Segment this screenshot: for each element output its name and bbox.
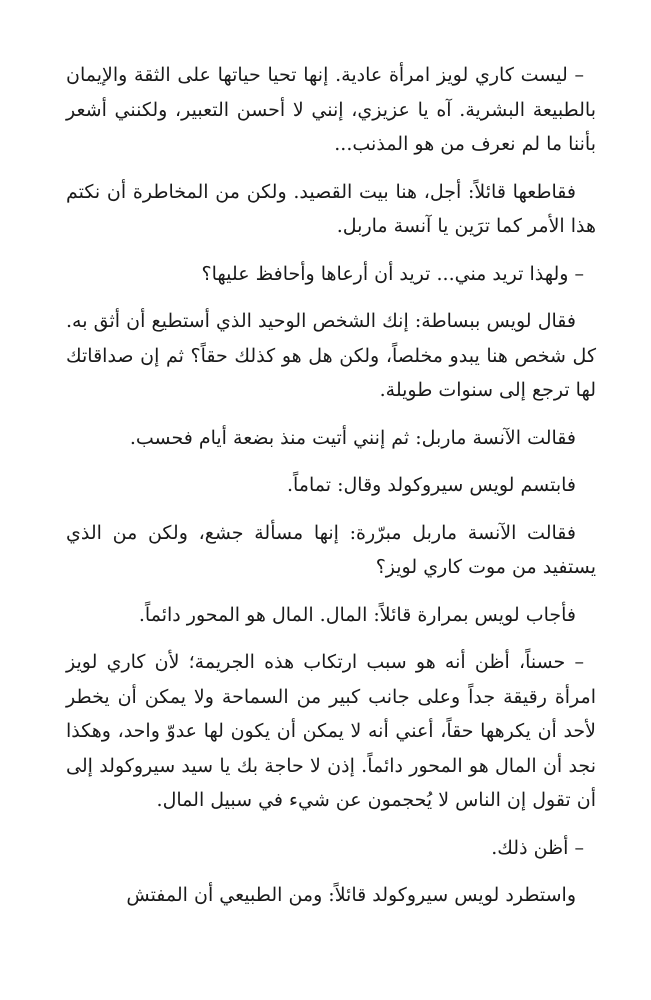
paragraph-1: – ليست كاري لويز امرأة عادية. إنها تحيا حياتها على الثقة والإيمان بالطبيعة البشرية. آه يا عزيزي، إنني لا أحسن التعبير، ولكنني أشعر بأننا ما لم نعرف من هو المذنب...: [66, 64, 596, 155]
book-page: [66, 58, 596, 926]
paragraph-10: – أظن ذلك.: [491, 836, 584, 859]
paragraph-2: فقاطعها قائلاً: أجل، هنا بيت القصيد. ولكن من المخاطرة أن نكتم هذا الأمر كما ترَين يا آنسة ماربل.: [66, 180, 596, 237]
paragraph-8: فأجاب لويس بمرارة قائلاً: المال. المال هو المحور دائماً.: [138, 603, 576, 626]
paragraph-4: فقال لويس ببساطة: إنك الشخص الوحيد الذي أستطيع أن أثق به. كل شخص هنا يبدو مخلصاً، ولكن هل هو كذلك حقاً؟ ثم إن صداقاتك لها ترجع إلى سنوات طويلة.: [66, 310, 596, 401]
paragraph-3: – ولهذا تريد مني... تريد أن أرعاها وأحافظ عليها؟: [201, 262, 584, 285]
paragraph-11: واستطرد لويس سيروكولد قائلاً: ومن الطبيعي أن المفتش: [126, 884, 576, 906]
paragraph-9: – حسناً، أظن أنه هو سبب ارتكاب هذه الجريمة؛ لأن كاري لويز امرأة رقيقة جداً وعلى جانب كبير من السماحة ولا يمكن أن يخطر لأحد أن يكرهها حقاً، أعني أنه لا يمكن أن يكون لها عدوّ واحد، وهكذا نجد أن المال هو المحور دائماً. إذن لا حاجة بك يا سيد سيروكولد إلى أن تقول إن الناس لا يُحجمون عن شيء في سبيل المال.: [66, 651, 596, 811]
paragraph-6: فابتسم لويس سيروكولد وقال: تماماً.: [286, 474, 576, 496]
paragraph-5: فقالت الآنسة ماربل: ثم إنني أتيت منذ بضعة أيام فحسب.: [129, 426, 576, 449]
paragraph-7: فقالت الآنسة ماربل مبرّرة: إنها مسألة جشع، ولكن من الذي يستفيد من موت كاري لويز؟: [66, 521, 596, 578]
